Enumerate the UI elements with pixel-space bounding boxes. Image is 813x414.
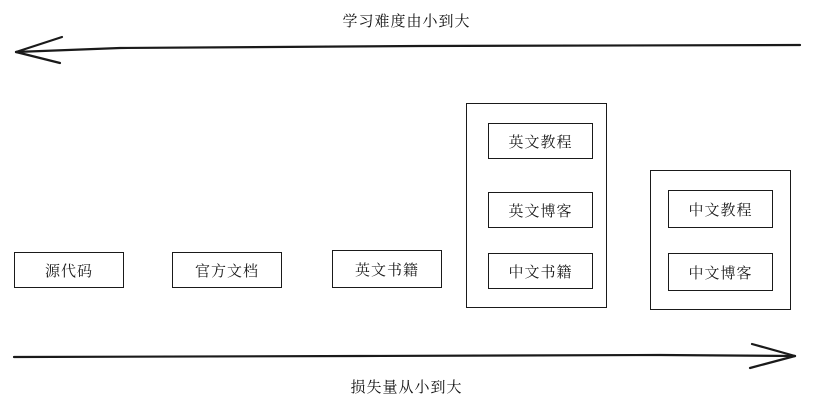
node-english-tutorial[interactable]: 英文教程 — [488, 123, 593, 159]
node-chinese-blog[interactable]: 中文博客 — [668, 253, 773, 291]
top-axis-arrow — [16, 37, 800, 63]
top-axis-label: 学习难度由小到大 — [342, 12, 471, 30]
node-chinese-book[interactable]: 中文书籍 — [488, 253, 593, 289]
node-official-doc[interactable]: 官方文档 — [172, 252, 282, 288]
bottom-axis-arrow — [14, 344, 795, 368]
node-source-code[interactable]: 源代码 — [14, 252, 124, 288]
node-english-book[interactable]: 英文书籍 — [332, 250, 442, 288]
node-chinese-tutorial[interactable]: 中文教程 — [668, 190, 773, 228]
node-english-blog[interactable]: 英文博客 — [488, 192, 593, 228]
bottom-axis-label: 损失量从小到大 — [350, 378, 463, 396]
